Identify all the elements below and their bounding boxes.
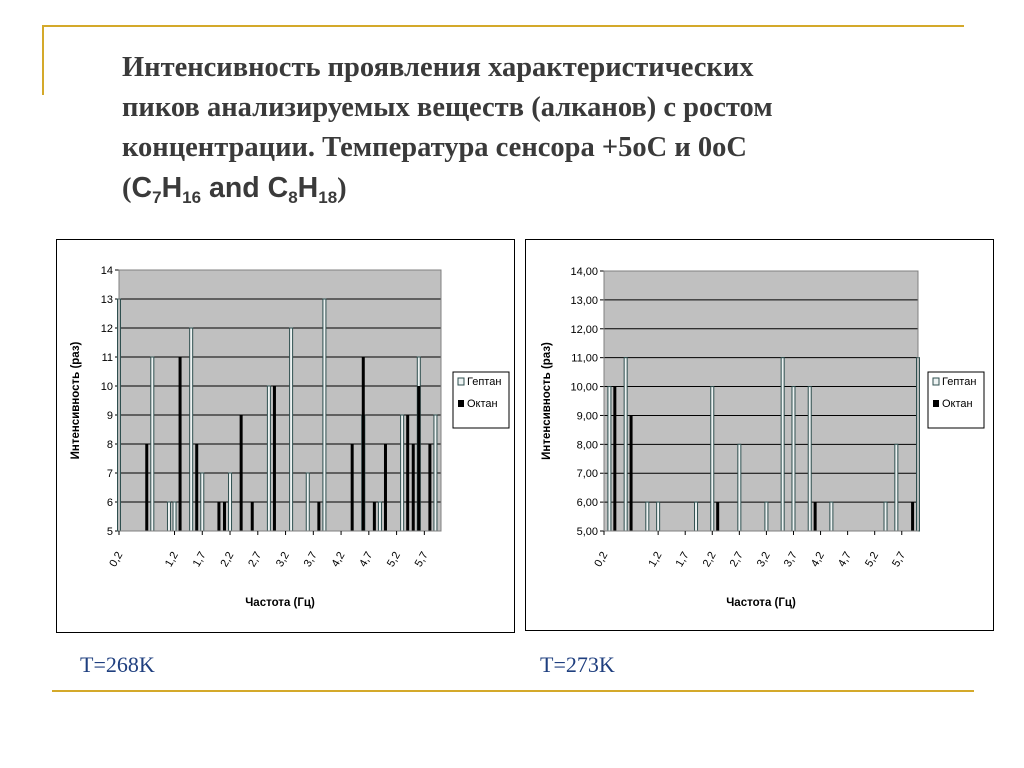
bar-octane [373,502,376,531]
x-tick-label: 4,2 [329,549,348,570]
bar-heptane [173,502,176,531]
y-tick-label: 8 [106,439,113,451]
bar-octane [613,387,616,531]
formula-sub-8: 8 [288,188,298,207]
y-tick-label: 7,00 [576,468,598,481]
x-tick-label: 5,2 [384,549,404,570]
bar-heptane [884,502,887,531]
bar-octane [716,502,719,531]
slide-title [122,48,962,209]
y-tick-label: 7 [106,468,113,480]
chart-t273 [525,239,994,631]
caption-t268: T=268K [80,652,155,677]
bar-heptane [792,387,795,531]
title-line-2: пиков анализируемых веществ (алканов) с ростом [122,92,773,123]
x-tick-label: 4,7 [357,549,376,570]
x-tick-label: 3,7 [781,549,800,570]
x-tick-label: 1,2 [162,549,181,570]
formula-sub-18: 18 [318,188,338,207]
y-tick-label: 9,00 [576,410,598,423]
title-line-1: Интенсивность проявления характеристических [122,52,754,83]
bar-heptane [808,387,811,531]
bar-heptane [167,502,170,531]
formula-c1: C [131,172,153,204]
legend-label: Октан [942,398,973,410]
x-tick-label: 3,2 [754,549,773,570]
bar-heptane [830,502,833,531]
bar-heptane [151,357,154,531]
x-tick-label: 5,7 [412,549,431,570]
bar-octane [384,444,387,531]
y-axis-title: Интенсивность (раз) [541,342,553,460]
y-tick-label: 8,00 [576,439,598,452]
bar-octane [273,386,276,531]
bar-heptane [711,387,714,531]
bar-octane [317,502,320,531]
legend [453,372,509,428]
formula-close: ) [337,173,347,204]
bar-heptane [738,444,741,531]
bar-heptane [434,415,437,531]
x-tick-label: 5,7 [890,549,909,570]
bar-heptane [695,502,698,531]
formula-sub-7: 7 [152,188,162,207]
bar-octane [240,415,243,531]
x-tick-label: 4,2 [808,549,827,570]
x-tick-label: 1,2 [646,549,665,570]
bar-octane [428,444,431,531]
bar-heptane [201,473,204,531]
x-tick-label: 2,2 [218,549,237,570]
y-tick-label: 6,00 [576,497,598,510]
legend-label: Октан [467,398,498,410]
x-axis-title: Частота (Гц) [245,597,315,609]
x-axis-title: Частота (Гц) [726,597,796,609]
x-tick-label: 4,7 [836,549,855,570]
top-accent-line [42,25,964,27]
bar-heptane [608,387,611,531]
legend-swatch-heptane [458,378,464,385]
bar-octane [406,415,409,531]
bar-octane [911,502,914,531]
x-tick-label: 1,7 [673,549,692,570]
bar-heptane [190,328,193,531]
bar-octane [251,502,254,531]
bar-heptane [290,328,293,531]
x-tick-label: 1,7 [190,549,209,570]
caption-t273: T=273K [540,652,615,677]
y-tick-label: 10 [100,381,113,393]
y-tick-label: 13,00 [570,294,598,307]
legend-label: Гептан [942,376,977,388]
bar-heptane [306,473,309,531]
plot-area [604,271,918,531]
x-tick-label: 3,2 [273,549,292,570]
bar-heptane [765,502,768,531]
bar-heptane [401,415,404,531]
plot-area [119,270,441,531]
y-tick-label: 11,00 [571,352,598,365]
y-tick-label: 14 [100,265,113,277]
title-line-3: концентрации. Температура сенсора +5оС и 0оС [122,132,747,163]
bar-octane [630,415,633,531]
y-axis-title: Интенсивность (раз) [70,341,82,460]
bar-octane [223,502,226,531]
bar-heptane [267,386,270,531]
title-formula [122,172,347,207]
bar-octane [179,357,182,531]
y-tick-label: 5,00 [576,526,598,538]
chart-t268-svg [57,240,516,634]
left-accent-line [42,25,44,95]
bar-octane [145,444,148,531]
bar-octane [417,386,420,531]
y-tick-label: 11 [101,352,113,364]
bar-heptane [229,473,232,531]
y-tick-label: 6 [106,497,113,509]
formula-h2: H [297,172,319,204]
bar-octane [195,444,198,531]
y-tick-label: 13 [100,294,113,306]
bar-heptane [657,502,660,531]
x-tick-label: 2,2 [700,549,719,570]
y-tick-label: 12 [100,323,113,335]
bar-heptane [781,358,784,531]
formula-sub-16: 16 [182,188,202,207]
y-tick-label: 14,00 [570,266,598,278]
x-tick-label: 3,7 [301,549,320,570]
legend-label: Гептан [467,376,502,388]
x-tick-label: 2,7 [727,549,746,570]
bar-octane [814,502,817,531]
bar-heptane [624,358,627,531]
y-tick-label: 12,00 [570,323,598,336]
bottom-accent-line [52,690,974,692]
chart-t268 [56,239,515,633]
y-tick-label: 9 [106,410,113,422]
y-tick-label: 10,00 [570,381,598,394]
formula-c2: C [267,172,289,204]
legend-swatch-heptane [933,378,939,385]
chart-t273-svg [526,240,995,632]
x-tick-label: 0,2 [107,549,126,570]
bar-heptane [646,502,649,531]
bar-heptane [895,444,898,531]
x-tick-label: 5,2 [863,549,882,570]
x-tick-label: 2,7 [246,549,265,570]
legend-swatch-octane [933,400,939,407]
bar-octane [217,502,220,531]
bar-heptane [323,299,326,531]
formula-open: ( [122,173,132,204]
legend-swatch-octane [458,400,464,407]
formula-h1: H [161,172,183,204]
bar-octane [412,444,415,531]
bar-octane [362,357,365,531]
bar-octane [351,444,354,531]
formula-and: and [201,172,268,204]
legend [928,372,984,428]
bar-heptane [378,502,381,531]
x-tick-label: 0,2 [592,549,611,570]
y-tick-label: 5 [106,526,113,538]
